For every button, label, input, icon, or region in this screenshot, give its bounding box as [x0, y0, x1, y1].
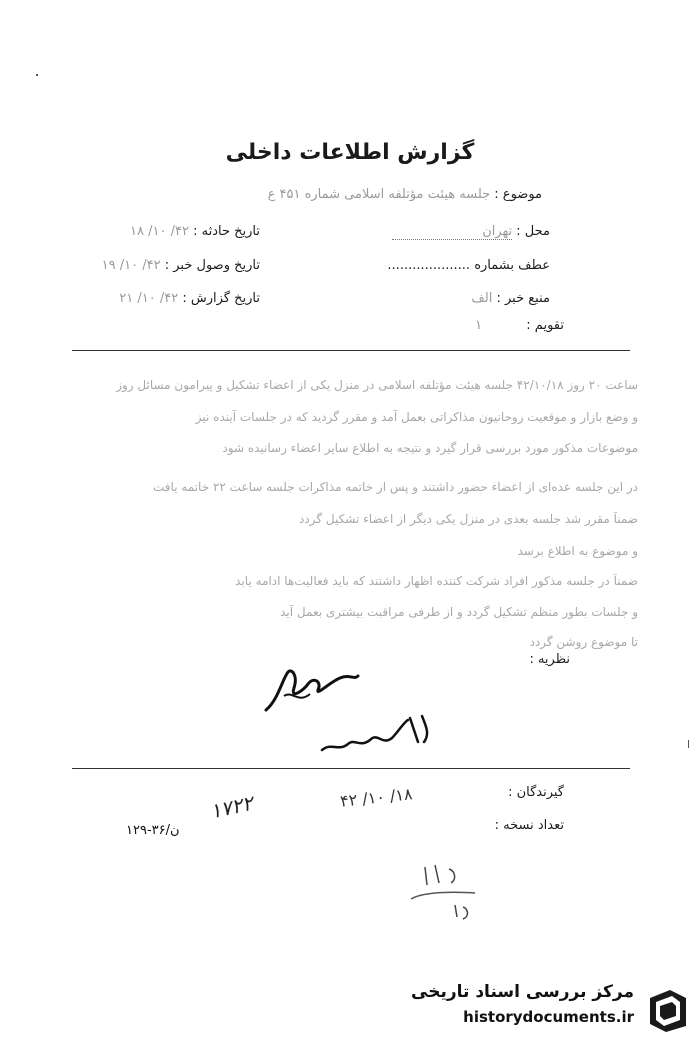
- location-value: تهران: [392, 224, 512, 240]
- rating-label: تقویم :: [526, 318, 564, 333]
- recipients-field: [508, 785, 564, 800]
- footer-url: historydocuments.ir: [463, 1008, 634, 1026]
- bottom-divider: [72, 768, 630, 769]
- body-line: و وضع بازار و موقعیت روحانیون مذاکراتی بعمل آمد و مقرر گردید که در جلسات آینده نیز: [195, 410, 638, 424]
- body-line: در این جلسه عده‌ای از اعضاء حضور داشتند و پس از خاتمه مذاکرات جلسه ساعت ۲۲ خاتمه یافت: [153, 480, 638, 494]
- body-line: ضمناً مقرر شد جلسه بعدی در منزل یکی دیگر از اعضاء تشکیل گردد: [299, 512, 638, 526]
- scan-speck: [36, 74, 38, 76]
- handwritten-mark: [405, 855, 495, 925]
- scan-speck: [688, 740, 689, 748]
- receipt-date-value: ۴۲/ ۱۰/ ۱۹: [101, 258, 161, 273]
- footer-org-name: مرکز بررسی اسناد تاریخی: [411, 982, 634, 1002]
- handwritten-number: ۱۷۲۲: [207, 790, 255, 824]
- location-label: محل :: [516, 224, 550, 239]
- report-date-label: تاریخ گزارش :: [182, 291, 260, 306]
- signature-2: [318, 712, 438, 762]
- report-date-field: [119, 291, 260, 306]
- reference-field: [387, 258, 550, 273]
- signature-1: [258, 660, 368, 720]
- report-date-value: ۴۲/ ۱۰/ ۲۱: [119, 291, 179, 306]
- incident-date-label: تاریخ حادثه :: [193, 224, 260, 239]
- body-line: موضوعات مذکور مورد بررسی قرار گیرد و نتیجه به اطلاع سایر اعضاء رسانیده شود: [222, 441, 638, 455]
- copies-label: تعداد نسخه :: [494, 818, 564, 833]
- body-line: ساعت ۲۰ روز ۴۲/۱۰/۱۸ جلسه هیئت مؤتلفه اسلامی در منزل یکی از اعضاء تشکیل و پیرامون مسائل روز: [116, 378, 638, 392]
- archive-logo-icon: [642, 984, 694, 1034]
- rating-field: [475, 318, 564, 333]
- body-line: و موضوع به اطلاع برسد: [517, 544, 638, 558]
- rating-value: ۱: [475, 318, 483, 333]
- location-field: [392, 224, 550, 240]
- source-label: منبع خبر :: [496, 291, 550, 306]
- incident-date-value: ۴۲/ ۱۰/ ۱۸: [130, 224, 189, 239]
- subject-value: جلسه هیئت مؤتلفه اسلامی شماره ۴۵۱ ع: [267, 187, 491, 202]
- body-line: تا موضوع روشن گردد: [529, 635, 638, 649]
- handwritten-date: ۱۸/ ۱۰/ ۴۲: [339, 784, 414, 811]
- document-title: گزارش اطلاعات داخلی: [225, 140, 475, 165]
- reference-label: عطف بشماره ....................: [387, 258, 550, 273]
- source-value: الف: [471, 291, 493, 306]
- subject-label: موضوع :: [494, 187, 542, 202]
- copies-field: [495, 818, 564, 833]
- recipients-label: گیرندگان :: [508, 785, 564, 800]
- source-field: [471, 291, 550, 306]
- body-line: ضمناً در جلسه مذکور افراد شرکت کننده اظهار داشتند که باید فعالیت‌ها ادامه یابد: [235, 574, 638, 588]
- receipt-date-field: [102, 258, 260, 273]
- top-divider: [72, 350, 630, 351]
- archive-number: ۱۲۹-۳۶/ن: [126, 823, 180, 838]
- body-line: و جلسات بطور منظم تشکیل گردد و از طرفی مراقبت بیشتری بعمل آید: [280, 605, 638, 619]
- footer-watermark: [400, 978, 700, 1039]
- opinion-field: [529, 652, 570, 667]
- opinion-label: نظریه :: [529, 652, 570, 667]
- receipt-date-label: تاریخ وصول خبر :: [164, 258, 260, 273]
- subject-field: [268, 187, 542, 202]
- incident-date-field: [130, 224, 260, 239]
